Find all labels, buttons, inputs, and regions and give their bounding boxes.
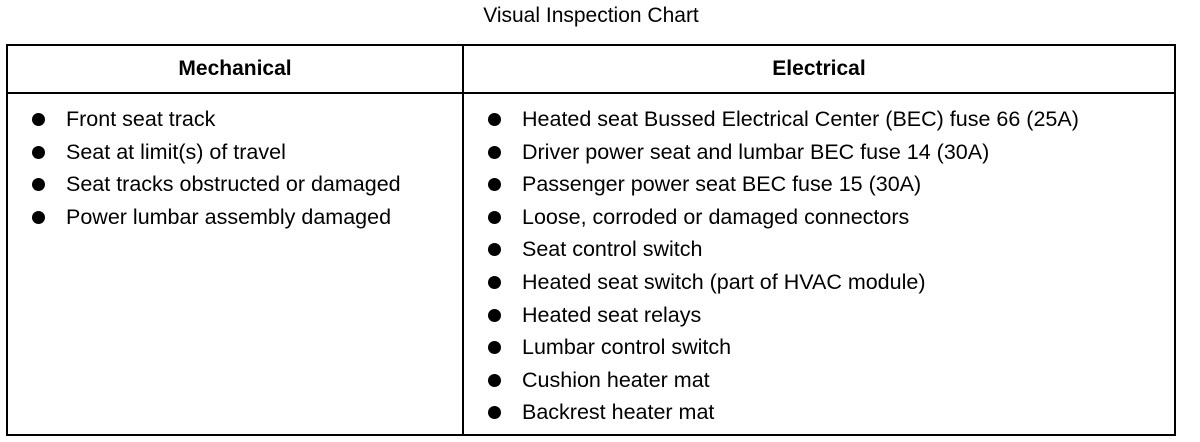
bullet-dot-icon bbox=[32, 178, 45, 191]
list-item bbox=[8, 136, 462, 169]
list-item-text: Seat tracks obstructed or damaged bbox=[66, 172, 401, 197]
bullet-dot-icon bbox=[488, 178, 501, 191]
bullet-dot-icon bbox=[488, 113, 501, 126]
list-item-text: Cushion heater mat bbox=[522, 367, 710, 392]
bullet-dot-icon bbox=[488, 374, 501, 387]
bullet-dot-icon bbox=[32, 146, 45, 159]
list-item-text: Heated seat relays bbox=[522, 302, 702, 327]
header-row bbox=[7, 45, 1175, 93]
mechanical-list bbox=[8, 103, 462, 233]
list-item-text: Power lumbar assembly damaged bbox=[66, 204, 392, 229]
list-item bbox=[8, 201, 462, 234]
list-item bbox=[464, 233, 1174, 266]
list-item-text: Loose, corroded or damaged connectors bbox=[522, 204, 910, 229]
list-item-text: Passenger power seat BEC fuse 15 (30A) bbox=[522, 172, 922, 197]
mechanical-cell bbox=[7, 93, 463, 435]
list-item-text: Seat at limit(s) of travel bbox=[66, 139, 286, 164]
list-item bbox=[464, 299, 1174, 332]
electrical-list bbox=[464, 103, 1174, 429]
bullet-dot-icon bbox=[488, 146, 501, 159]
list-item-text: Front seat track bbox=[66, 107, 216, 131]
list-item bbox=[464, 331, 1174, 364]
bullet-dot-icon bbox=[488, 341, 501, 354]
chart-title: Visual Inspection Chart bbox=[483, 4, 699, 27]
list-item-text: Lumbar control switch bbox=[522, 335, 732, 360]
bullet-dot-icon bbox=[488, 211, 501, 224]
list-item bbox=[464, 168, 1174, 201]
list-item bbox=[464, 103, 1174, 136]
list-item-text: Seat control switch bbox=[522, 237, 703, 262]
list-item bbox=[464, 266, 1174, 299]
bullet-dot-icon bbox=[488, 243, 501, 256]
bullet-dot-icon bbox=[488, 406, 501, 419]
inspection-table bbox=[6, 44, 1176, 436]
electrical-cell bbox=[463, 93, 1175, 435]
bullet-dot-icon bbox=[488, 309, 501, 322]
list-item bbox=[8, 103, 462, 136]
list-item bbox=[8, 168, 462, 201]
bullet-dot-icon bbox=[32, 211, 45, 224]
electrical-header: Electrical bbox=[463, 45, 1175, 93]
body-row bbox=[7, 93, 1175, 435]
list-item-text: Driver power seat and lumbar BEC fuse 14 (30A) bbox=[522, 139, 990, 164]
mechanical-header: Mechanical bbox=[7, 45, 463, 93]
list-item-text: Backrest heater mat bbox=[522, 400, 715, 425]
list-item-text: Heated seat Bussed Electrical Center (BEC) fuse 66 (25A) bbox=[522, 107, 1079, 131]
list-item-text: Heated seat switch (part of HVAC module) bbox=[522, 269, 926, 294]
list-item bbox=[464, 364, 1174, 397]
list-item bbox=[464, 201, 1174, 234]
bullet-dot-icon bbox=[32, 113, 45, 126]
bullet-dot-icon bbox=[488, 276, 501, 289]
list-item bbox=[464, 396, 1174, 429]
list-item bbox=[464, 136, 1174, 169]
